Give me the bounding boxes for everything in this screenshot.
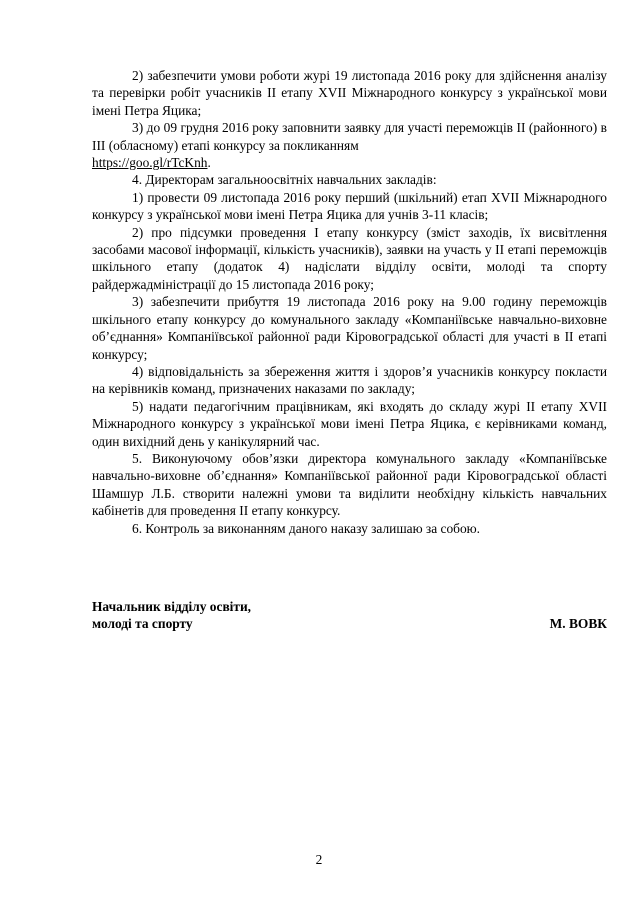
paragraph-4: 4. Директорам загальноосвітніх навчальних закладів: — [132, 172, 437, 188]
paragraph-6: 6. Контроль за виконанням даного наказу залишаю за собою. — [132, 520, 481, 536]
paragraph-4-1: 1) провести 09 листопада 2016 року перший (шкільний) етап XVII Міжнародного конкурсу з української мови імені Петра Яцика для учнів 3-11 класів; — [92, 189, 607, 223]
signature-row — [92, 615, 607, 632]
signature-position-line1: Начальник відділу освіти, — [92, 599, 252, 614]
paragraph-4-2: 2) про підсумки проведення І етапу конкурсу (зміст заходів, їх висвітлення засобами масової інформації, кількість учасників), заявки на участь у ІІ етапі переможців шкільного етапу (додаток 4) надіслати відділу освіти, молоді та спорту райдержадміністрації до 15 листопада 2016 року; — [92, 224, 607, 292]
document-body — [92, 67, 607, 537]
paragraph-5: 5. Виконуючому обов’язки директора комунального закладу «Компаніївське навчально-виховне об’єднання» Компаніївської районної ради Кіровоградської області Шамшур Л.Б. створити належні умови та виділити необхідну кількість навчальних кабінетів для проведення ІІ етапу конкурсу. — [92, 450, 607, 519]
paragraph-4-5: 5) надати педагогічним працівникам, які входять до складу журі ІІ етапу XVII Міжнародного конкурсу з української мови імені Петра Яцика, є керівниками команд, один вихідний день у канікулярний час. — [92, 398, 607, 449]
registration-link[interactable]: https://goo.gl/rTcKnh — [92, 155, 208, 171]
paragraph-2-3-end: . — [207, 155, 211, 171]
signature-block — [92, 598, 607, 633]
paragraph-2-3-text: 3) до 09 грудня 2016 року заповнити заявку для участі переможців ІІ (районного) в ІІІ (обласному) етапі конкурсу за покликанням — [92, 120, 607, 153]
paragraph-2-2: 2) забезпечити умови роботи журі 19 листопада 2016 року для здійснення аналізу та перевірки робіт учасників ІІ етапу XVII Міжнародного конкурсу з української мови імені Петра Яцика; — [92, 68, 607, 118]
paragraph-4-3: 3) забезпечити прибуття 19 листопада 2016 року на 9.00 годину переможців шкільного етапу конкурсу до комунального закладу «Компаніївське навчально-виховне об’єднання» Компаніївської районної ради Кіровоградської області для участі в ІІ етапі конкурсу; — [92, 294, 607, 362]
signature-name: М. ВОВК — [549, 616, 607, 632]
paragraph-4-4: 4) відповідальність за збереження життя і здоров’я учасників конкурсу покласти на керівників команд, призначених наказами по закладу; — [92, 363, 607, 397]
page-number: 2 — [315, 852, 323, 867]
paragraph-2-3 — [92, 119, 607, 171]
signature-position-line2: молоді та спорту — [92, 616, 193, 632]
